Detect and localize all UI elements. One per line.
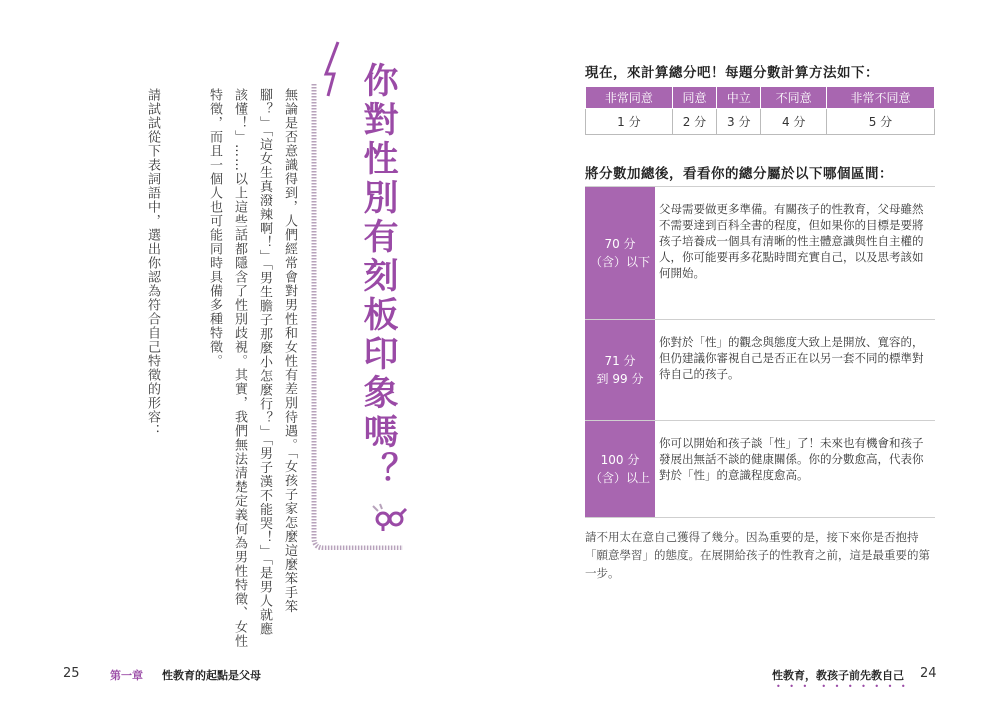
instruction-paragraph: 請試試從下表詞語中，選出你認為符合自己特徵的形容：: [145, 88, 160, 438]
score-range-heading: 將分數加總後，看看你的總分屬於以下哪個區間：: [585, 166, 893, 182]
range-label-line1: 71 分: [604, 354, 636, 368]
score-range-table: [585, 186, 935, 518]
score-value: 1 分: [586, 109, 673, 135]
range-row: [585, 186, 935, 319]
range-label: [585, 421, 655, 517]
range-description: 你對於「性」的觀念與態度大致上是開放、寬容的，但仍建議你審視自己是否正在以另一套不同的標準對待自己的孩子。: [659, 335, 924, 381]
range-label-line2: 到 99 分: [596, 372, 644, 386]
score-table: [585, 86, 935, 135]
page-number-right: 24: [920, 666, 937, 681]
chapter-title: 性教育的起點是父母: [162, 669, 261, 682]
intro-paragraph: 無論是否意識得到，人們經常會對男性和女性有差別待遇。「女孩子家怎麼這麼笨手笨腳？」「這女生真潑辣啊！」「男生膽子那麼小怎麼行？」「男子漢不能哭！」「是男人就應該懂！」……以上這些話都隱含了性別歧視。其實，我們無法清楚定義何為男性特徵、女性特徵，而且一個人也可能同時具備多種特徵。: [207, 88, 297, 648]
range-label-line2: （含）以上: [589, 471, 650, 485]
decorative-dots: • • • • • • • • • •: [776, 682, 909, 691]
score-value: 3 分: [717, 109, 761, 135]
closing-note: 請不用太在意自己獲得了幾分。因為重要的是，接下來你是否抱持「願意學習」的態度。在展開給孩子的性教育之前，這是最重要的第一步。: [585, 530, 930, 580]
gender-symbol-icon: [370, 502, 410, 532]
range-row: [585, 420, 935, 518]
book-title: 性教育，教孩子前先教自己: [772, 669, 904, 682]
score-method-heading: 現在，來計算總分吧！每題分數計算方法如下：: [585, 65, 879, 81]
range-label-line1: 100 分: [600, 453, 640, 467]
page-title: 你對性別有刻板印象嗎？: [358, 62, 398, 491]
chapter-label: 第一章: [110, 669, 143, 682]
score-table-value-row: [586, 109, 935, 135]
score-header: 不同意: [761, 87, 827, 109]
score-header: 同意: [672, 87, 716, 109]
score-header: 非常不同意: [826, 87, 934, 109]
score-value: 4 分: [761, 109, 827, 135]
score-header: 非常同意: [586, 87, 673, 109]
range-label-line2: （含）以下: [589, 255, 650, 269]
range-label: [585, 187, 655, 319]
range-description: 父母需要做更多準備。有關孩子的性教育，父母雖然不需要達到百科全書的程度，但如果你的目標是要將孩子培養成一個具有清晰的性主體意識與性自主權的人，你可能要再多花點時間充實自己，以及思考該如何開始。: [659, 202, 924, 280]
range-row: [585, 319, 935, 420]
score-header: 中立: [717, 87, 761, 109]
score-table-header-row: [586, 87, 935, 109]
score-value: 2 分: [672, 109, 716, 135]
page-number-left: 25: [63, 666, 80, 681]
range-label: [585, 320, 655, 420]
score-value: 5 分: [826, 109, 934, 135]
range-label-line1: 70 分: [604, 237, 636, 251]
range-description: 你可以開始和孩子談「性」了！未來也有機會和孩子發展出無話不談的健康關係。你的分數愈高，代表你對於「性」的意識程度愈高。: [659, 436, 924, 482]
